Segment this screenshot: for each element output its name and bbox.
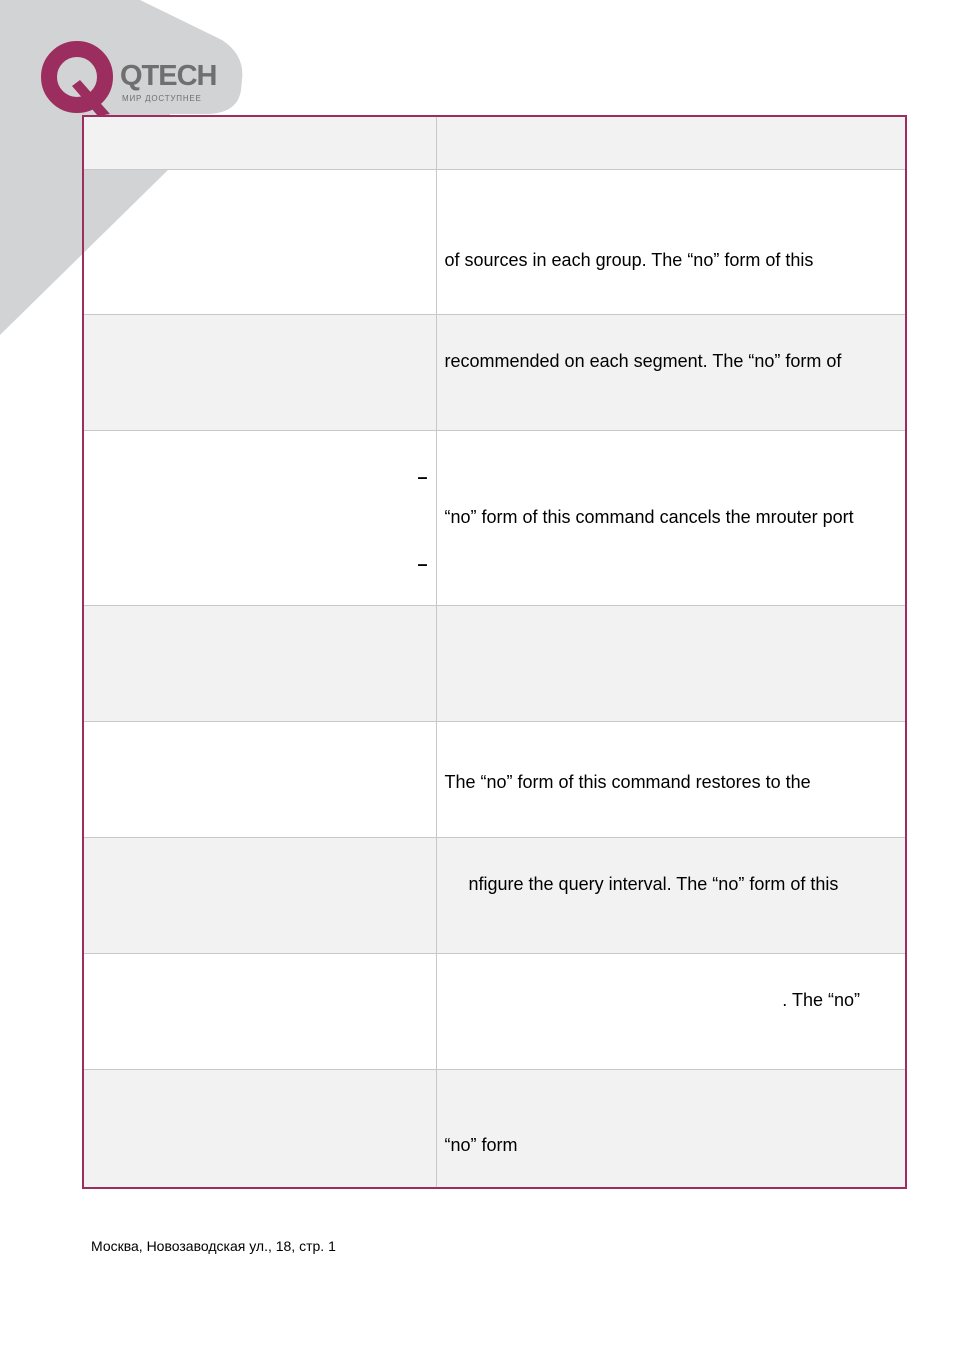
- table-row: [83, 953, 906, 1069]
- table-row: [83, 1069, 906, 1188]
- command-table: [82, 115, 907, 1189]
- description-cell: “no” form: [436, 1069, 906, 1188]
- description-cell: [436, 116, 906, 169]
- logo-tagline: МИР ДОСТУПНЕЕ: [122, 94, 202, 103]
- table-row: [83, 314, 906, 430]
- description-cell: . The “no”: [436, 953, 906, 1069]
- dash-mark: –: [417, 553, 428, 574]
- table-row: [83, 430, 906, 605]
- command-cell: [83, 837, 436, 953]
- command-cell: [83, 314, 436, 430]
- table-row: [83, 837, 906, 953]
- table-row: [83, 116, 906, 169]
- footer-address: Москва, Новозаводская ул., 18, стр. 1: [91, 1238, 336, 1254]
- description-cell: “no” form of this command cancels the mrouter port: [436, 430, 906, 605]
- command-cell: [83, 605, 436, 721]
- dash-mark: –: [417, 466, 428, 487]
- description-cell: The “no” form of this command restores to the: [436, 721, 906, 837]
- description-cell: recommended on each segment. The “no” form of: [436, 314, 906, 430]
- command-cell: [83, 430, 436, 605]
- logo-q-icon: [40, 40, 116, 116]
- description-cell: [436, 605, 906, 721]
- command-cell: [83, 169, 436, 314]
- description-cell: of sources in each group. The “no” form of this: [436, 169, 906, 314]
- command-cell: [83, 116, 436, 169]
- table-row: [83, 169, 906, 314]
- description-cell: nfigure the query interval. The “no” form of this: [436, 837, 906, 953]
- command-cell: [83, 1069, 436, 1188]
- logo-wordmark: QTECH: [120, 60, 217, 92]
- command-cell: [83, 953, 436, 1069]
- table-row: [83, 605, 906, 721]
- command-cell: [83, 721, 436, 837]
- table-row: [83, 721, 906, 837]
